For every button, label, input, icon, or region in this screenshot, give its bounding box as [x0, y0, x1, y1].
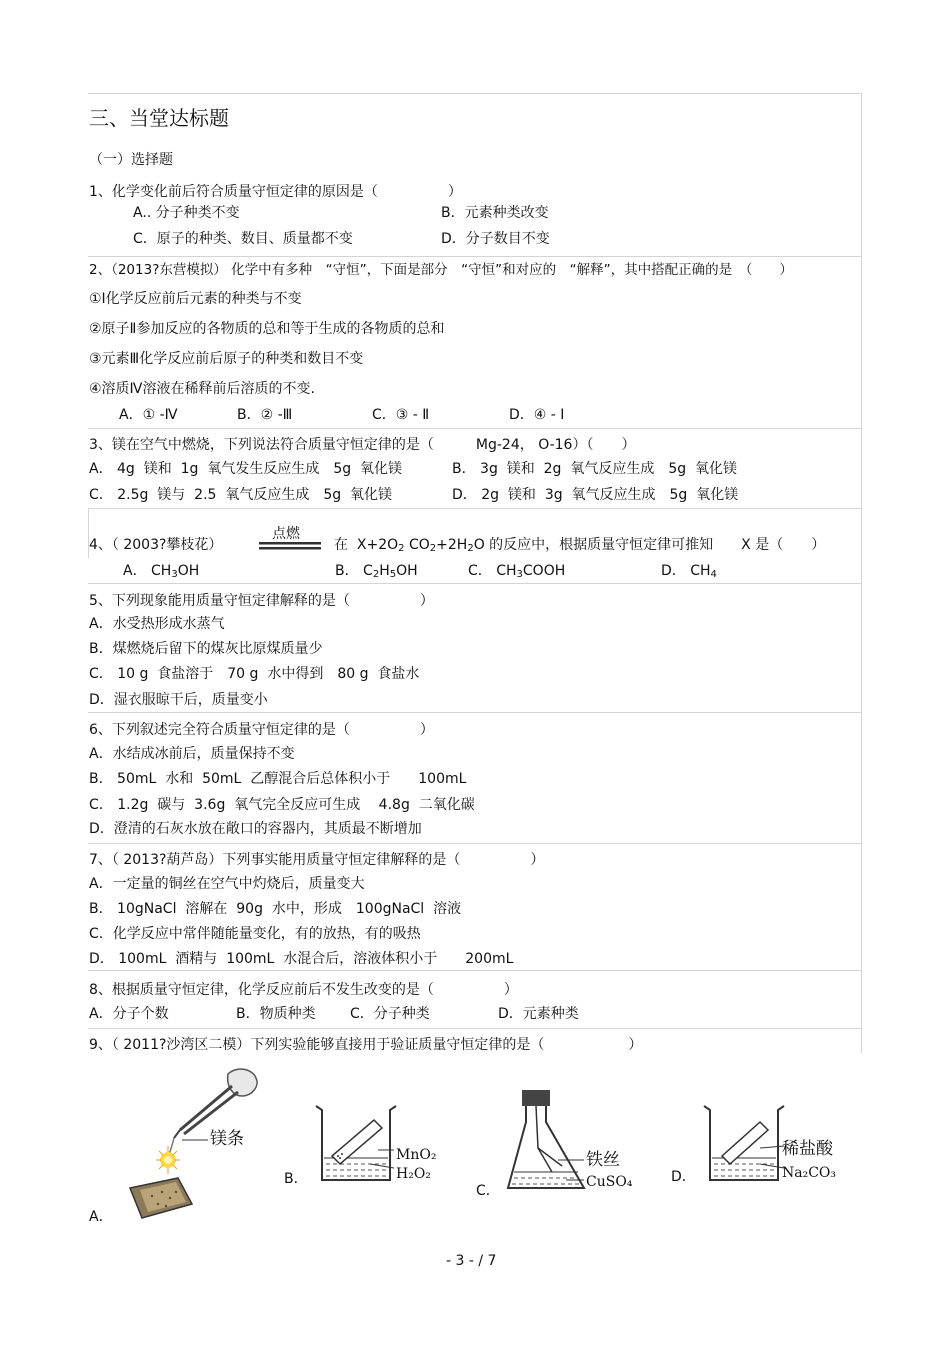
q4-c-text: COOH: [522, 563, 566, 579]
q4-eq-part: 在 X+2O: [334, 537, 399, 553]
q9-option-b: B．: [284, 1171, 308, 1187]
figure-c-label-cuso4: CuSO₄: [586, 1174, 633, 1190]
q4-condition: 点燃: [272, 526, 300, 542]
q4-option-d: [661, 562, 717, 584]
q2-stem: 2、（2013?东营模拟） 化学中有多种 “守恒”，下面是部分 “守恒”和对应的 “解释”，其中搭配正确的是 （ ）: [89, 262, 793, 278]
q2-option-a: A．① -Ⅳ: [119, 407, 178, 423]
rule: [88, 508, 862, 509]
q6-stem: 6、下列叙述完全符合质量守恒定律的是（ ）: [89, 722, 434, 738]
beaker-icon: [310, 1098, 400, 1188]
q9-option-d: D．: [671, 1169, 696, 1185]
figure-b-beaker: [310, 1098, 400, 1188]
q4-eq-part: O 的反应中，根据质量守恒定律可推知 X 是（ ）: [473, 537, 826, 553]
rule: [88, 970, 862, 971]
page-number: - 3 - / 7: [446, 1253, 497, 1269]
q3-option-b: B． 3g 镁和 2g 氧气反应生成 5g 氧化镁: [452, 461, 738, 477]
q4-b-sub: 2: [372, 569, 380, 580]
figure-d-label-na2co3: Na₂CO₃: [782, 1165, 837, 1181]
q3-option-a: A． 4g 镁和 1g 氧气发生反应生成 5g 氧化镁: [89, 461, 403, 477]
q3-option-d: D． 2g 镁和 3g 氧气反应生成 5g 氧化镁: [452, 487, 739, 503]
q1-option-b: B．元素种类改变: [441, 205, 549, 221]
rule: [88, 1028, 862, 1029]
q8-option-d: D．元素种类: [498, 1006, 579, 1022]
figure-d-label-hcl: 稀盐酸: [782, 1139, 833, 1159]
q4-prefix: 4、（ 2003?攀枝花）: [89, 537, 223, 553]
q7-option-a: A．一定量的铜丝在空气中灼烧后，质量变大: [89, 876, 365, 892]
q2-option-c: C．③ - Ⅱ: [372, 407, 430, 423]
q4-eq-part: CO: [404, 537, 430, 553]
figure-b-label-mno2: MnO₂: [396, 1147, 437, 1163]
q2-item-3: ③元素Ⅲ化学反应前后原子的种类和数目不变: [89, 351, 364, 367]
q4-eq-sub: 2: [467, 543, 474, 554]
q8-option-c: C．分子种类: [350, 1006, 430, 1022]
q7-option-c: C．化学反应中常伴随能量变化，有的放热，有的吸热: [89, 926, 421, 942]
rule: [88, 428, 862, 429]
figure-c-flask: [500, 1088, 590, 1198]
q7-option-d: D． 100mL 酒精与 100mL 水混合后，溶液体积小于 200mL: [89, 951, 514, 967]
q4-option-b: [335, 562, 418, 584]
q5-option-d: D．湿衣服晾干后，质量变小: [89, 692, 268, 708]
conical-flask-icon: [500, 1088, 590, 1198]
q1-option-d: D．分子数目不变: [441, 231, 550, 247]
q4-a-text: OH: [177, 563, 200, 579]
q5-stem: 5、下列现象能用质量守恒定律解释的是（ ）: [89, 593, 434, 609]
q9-option-c: C．: [476, 1183, 500, 1199]
q4-b-sub: 5: [389, 569, 397, 580]
q4-eq-part: +2H: [436, 537, 468, 553]
q4-eq-sub: 2: [398, 543, 405, 554]
q2-item-1: ①Ⅰ化学反应前后元素的种类与不变: [89, 291, 302, 307]
q4-a-text: A． CH: [123, 563, 172, 579]
q5-option-c: C． 10 g 食盐溶于 70 g 水中得到 80 g 食盐水: [89, 666, 420, 682]
q4-b-text: OH: [396, 563, 418, 579]
q3-stem: 3、镁在空气中燃烧，下列说法符合质量守恒定律的是（ Mg-24， O-16）（ ）: [89, 437, 636, 453]
q8-option-a: A．分子个数: [89, 1006, 169, 1022]
rule: [88, 93, 862, 94]
q9-option-a: A．: [89, 1209, 113, 1225]
q4-d-text: D． CH: [661, 563, 711, 579]
q7-stem: 7、（ 2013?葫芦岛）下列事实能用质量守恒定律解释的是（ ）: [89, 852, 545, 868]
q1-option-c: C．原子的种类、数目、质量都不变: [133, 231, 353, 247]
rule: [88, 843, 862, 844]
q6-option-a: A．水结成冰前后，质量保持不变: [89, 746, 295, 762]
q4-option-a: [123, 562, 199, 584]
figure-d-beaker: [700, 1098, 790, 1188]
q2-item-4: ④溶质Ⅳ溶液在稀释前后溶质的不变.: [89, 381, 315, 397]
q1-stem: 1、化学变化前后符合质量守恒定律的原因是（ ）: [89, 184, 462, 200]
section-title: 三、当堂达标题: [89, 106, 229, 130]
figure-c-label-iron-wire: 铁丝: [586, 1150, 620, 1170]
q4-b-text: H: [379, 563, 390, 579]
q8-stem: 8、根据质量守恒定律，化学反应前后不发生改变的是（ ）: [89, 982, 518, 998]
q4-option-c: [468, 562, 565, 584]
figure-a-label-magnesium: 镁条: [210, 1129, 244, 1149]
q5-option-a: A．水受热形成水蒸气: [89, 616, 225, 632]
q6-option-d: D．澄清的石灰水放在敞口的容器内，其质最不断增加: [89, 821, 422, 837]
figure-b-label-h2o2: H₂O₂: [396, 1166, 431, 1182]
q9-stem: 9、（ 2011?沙湾区二模）下列实验能够直接用于验证质量守恒定律的是（ ）: [89, 1037, 643, 1053]
q2-option-b: B．② -Ⅲ: [237, 407, 293, 423]
q5-option-b: B．煤燃烧后留下的煤灰比原煤质量少: [89, 641, 323, 657]
q7-option-b: B． 10gNaCl 溶解在 90g 水中，形成 100gNaCl 溶液: [89, 901, 462, 917]
subsection-title: （一）选择题: [89, 152, 173, 168]
q2-item-2: ②原子Ⅱ参加反应的各物质的总和等于生成的各物质的总和: [89, 321, 445, 337]
q4-eq-sub: 2: [429, 543, 437, 554]
q4-c-sub: 3: [516, 569, 523, 580]
rule: [88, 712, 862, 713]
q6-option-c: C． 1.2g 碳与 3.6g 氧气完全反应可生成 4.8g 二氧化碳: [89, 797, 475, 813]
beaker-icon: [700, 1098, 790, 1188]
q1-option-a: A.. 分子种类不变: [133, 205, 240, 221]
q6-option-b: B． 50mL 水和 50mL 乙醇混合后总体积小于 100mL: [89, 771, 467, 787]
rule: [861, 93, 862, 1053]
q4-equation: [334, 536, 825, 558]
q4-c-text: C． CH: [468, 563, 517, 579]
q4-a-sub: 3: [171, 569, 178, 580]
figure-a-magnesium-burning: [118, 1062, 278, 1222]
q2-option-d: D．④ - Ⅰ: [509, 407, 565, 423]
q4-d-sub: 4: [710, 569, 717, 580]
q4-b-text: B． C: [335, 563, 373, 579]
q8-option-b: B．物质种类: [236, 1006, 316, 1022]
rule: [88, 256, 862, 257]
q3-option-c: C． 2.5g 镁与 2.5 氧气反应生成 5g 氧化镁: [89, 487, 393, 503]
tongs-flame-icon: [118, 1062, 278, 1222]
